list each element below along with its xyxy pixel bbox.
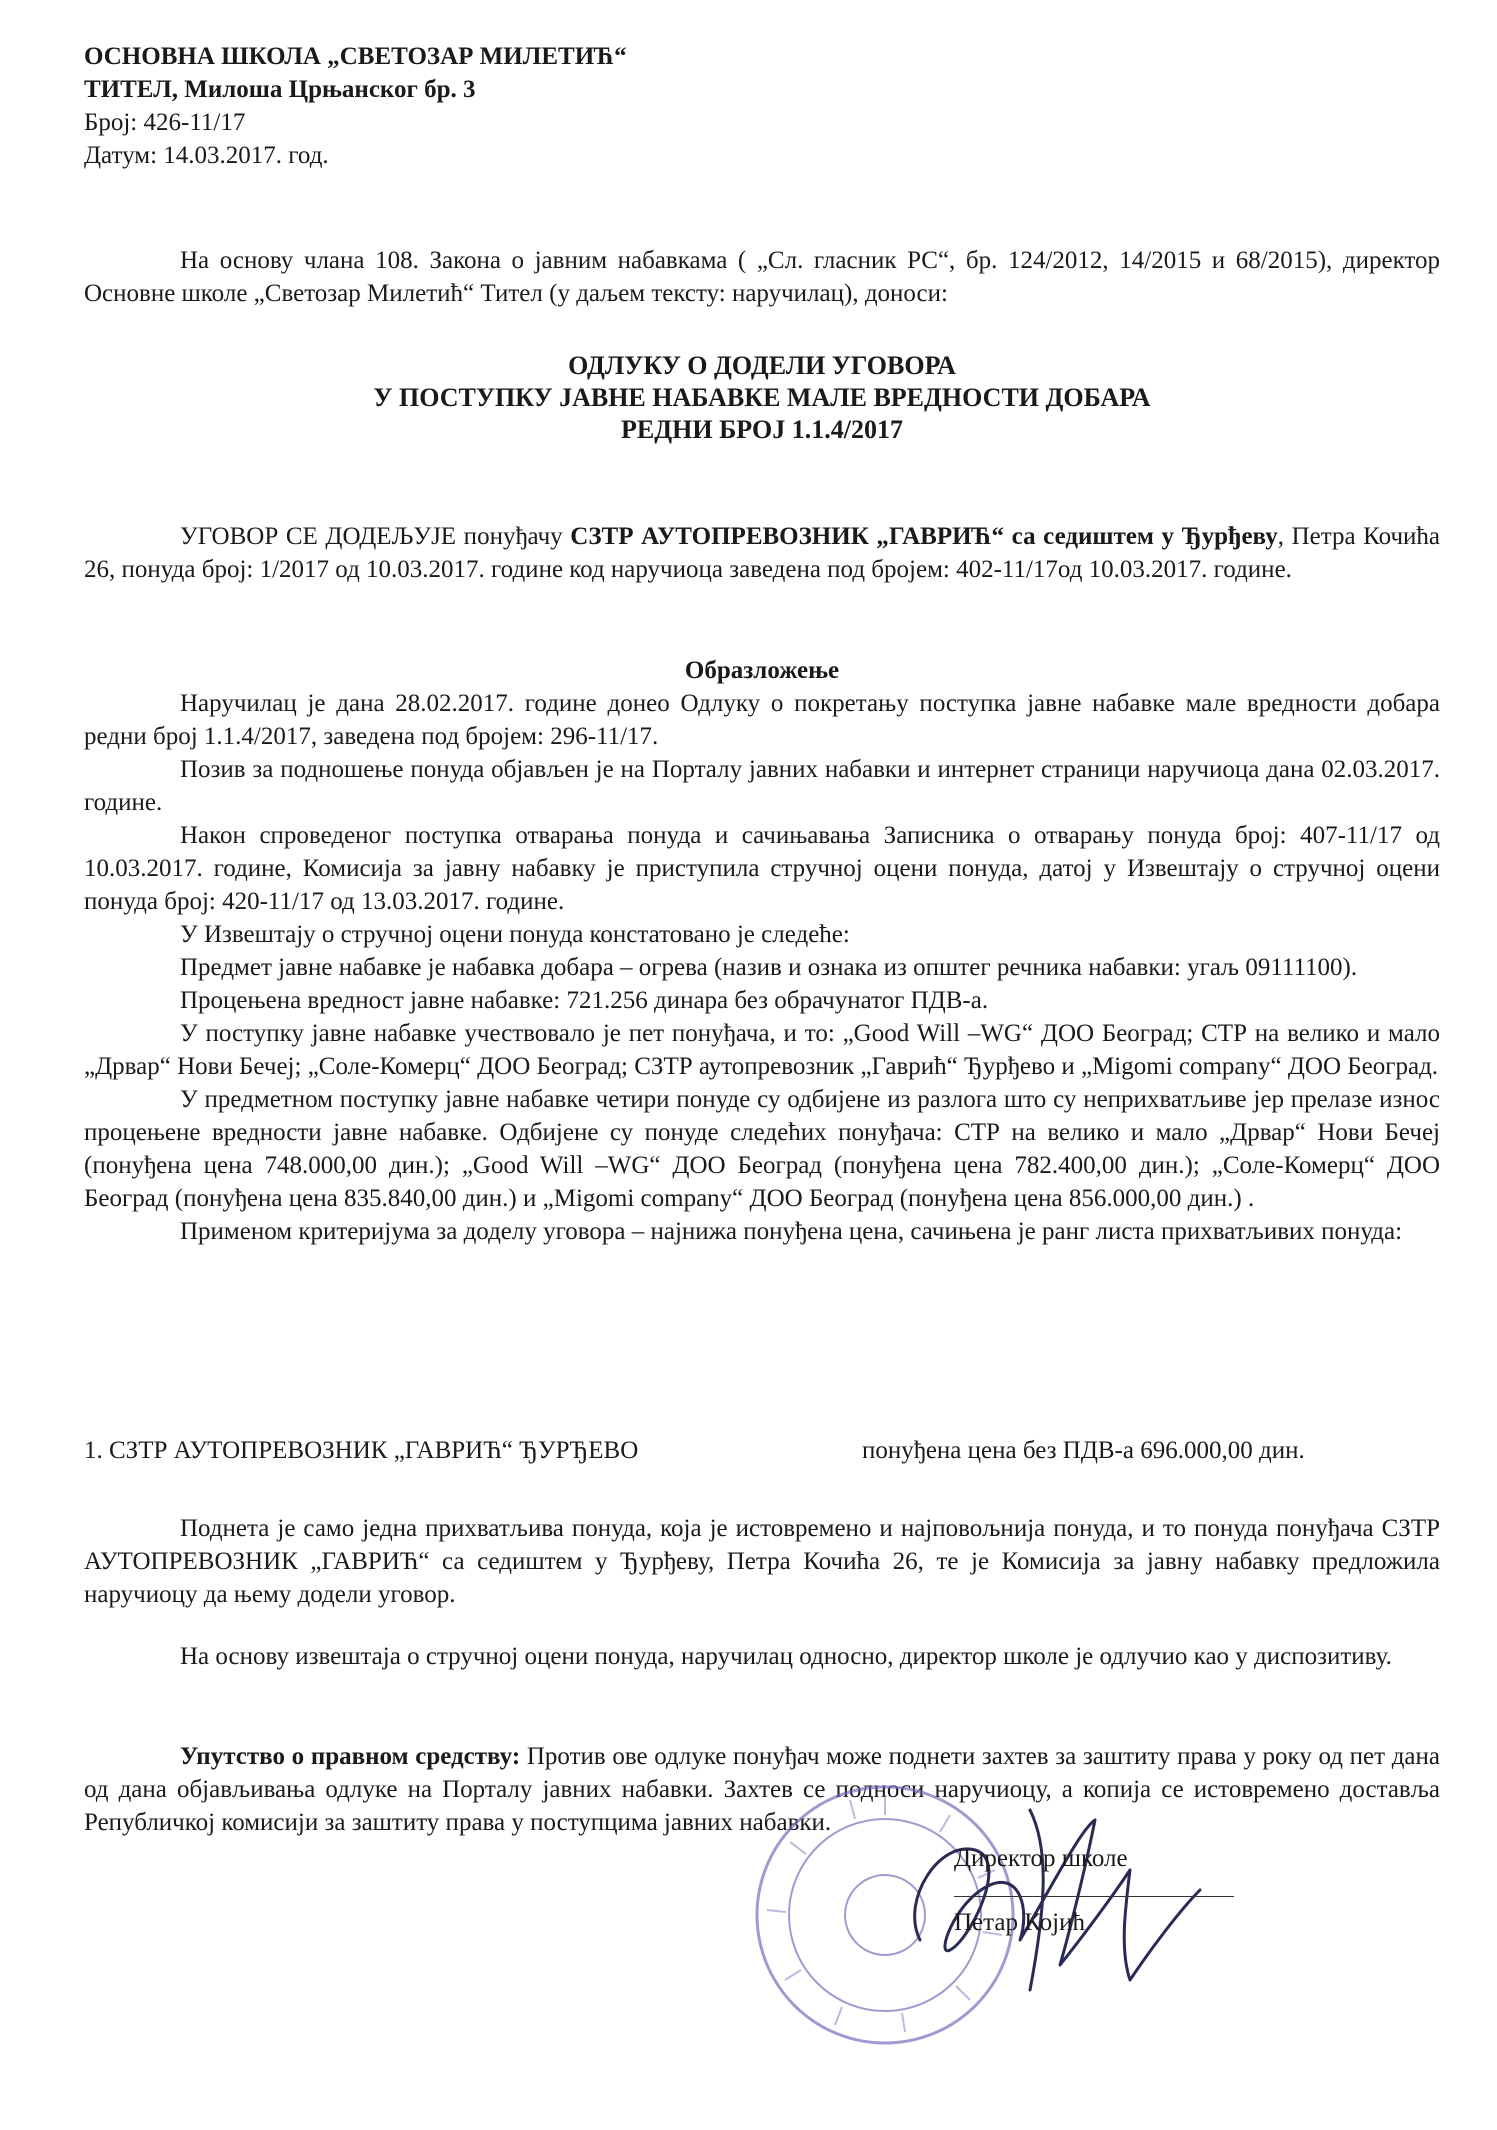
document-number: Број: 426-11/17 [84, 109, 246, 136]
decision-text [84, 520, 1440, 586]
reasoning-heading: Образложење [684, 657, 840, 684]
reasoning-paragraph: Процењена вредност јавне набавке: 721.256 динара без обрачунатог ПДВ-а. [180, 987, 989, 1014]
reasoning-paragraph: У поступку јавне набавке учествовало је пет понуђача, и то: „Good Will –WG“ ДОО Београд; СТР на велико и мало „Дрвар“ Нови Бечеј; „Соле-Комерц“ ДОО Београд; СЗТР аутопревозник „Гаврић“ Ђурђево и „Migomi company“ ДОО Београд. [84, 1020, 1440, 1080]
school-address: ТИТЕЛ, Милоша Црњанског бр. 3 [84, 76, 476, 103]
reasoning-paragraph: Наручилац је дана 28.02.2017. године донео Одлуку о покретању поступка јавне набавке мале вредности добара редни број 1.1.4/2017, заведена под бројем: 296-11/17. [84, 690, 1440, 750]
reasoning-section [84, 654, 1440, 1248]
decision-paragraph [84, 520, 1440, 586]
signature-line [954, 1896, 1234, 1897]
conclusion-text: Поднета је само једна прихватљива понуда, која је истовремено и најповољнија понуда, и то понуда понуђача СЗТР АУТОПРЕВОЗНИК „ГАВРИЋ“ са седиштем у Ђурђеву, Петра Кочића 26, те је Комисија за јавну набавку предложила наручиоцу да њему додели уговор. [84, 1515, 1440, 1608]
awarded-bidder: СЗТР АУТОПРЕВОЗНИК „ГАВРИЋ“ са седиштем у Ђурђеву [570, 523, 1278, 550]
reasoning-paragraph: У Извештају о стручној оцени понуда констатовано је следеће: [180, 921, 850, 948]
title-line-3: РЕДНИ БРОЈ 1.1.4/2017 [621, 415, 903, 444]
reasoning-paragraph: Предмет јавне набавке је набавка добара – огрева (назив и ознака из општег речника набавки: угаљ 09111100). [180, 954, 1358, 981]
reasoning-paragraph: Применом критеријума за доделу уговора – најнижа понуђена цена, сачињена је ранг листа прихватљивих понуда: [180, 1218, 1403, 1245]
ranked-bidder: 1. СЗТР АУТОПРЕВОЗНИК „ГАВРИЋ“ ЂУРЂЕВО [84, 1437, 639, 1464]
decision-title [84, 350, 1440, 446]
ranking-list-item [84, 1434, 1440, 1468]
intro-paragraph [84, 244, 1440, 310]
signatory-name: Петар Којић [954, 1909, 1085, 1936]
reasoning-paragraph: Позив за подношење понуда објављен је на Порталу јавних набавки и интернет страници наручиоца дана 02.03.2017. године. [84, 756, 1440, 816]
reasoning-paragraph: Након спроведеног поступка отварања понуда и сачињавања Записника о отварању понуда број: 407-11/17 од 10.03.2017. године, Комисија за јавну набавку је приступила стручној оцени понуда, датој у Извештају о стручној оцени понуда број: 420-11/17 од 13.03.2017. године. [84, 822, 1440, 915]
document-header [84, 40, 627, 172]
school-name: ОСНОВНА ШКОЛА „СВЕТОЗАР МИЛЕТИЋ“ [84, 43, 627, 70]
director-signature [880, 1790, 1210, 2000]
conclusion-text: На основу извештаја о стручној оцени понуда, наручилац односно, директор школе је одлучио као у диспозитиву. [180, 1643, 1392, 1670]
legal-remedy-label: Упутство о правном средству: [180, 1743, 521, 1770]
ranked-price: понуђена цена без ПДВ-а 696.000,00 дин. [862, 1437, 1305, 1464]
decision-part-2: , Петра Кочића 26, понуда број: 1/2017 од 10.03.2017. године код наручиоца заведена под бројем: 402-11/17од 10.03.2017. године. [84, 523, 1440, 583]
signature-block [944, 1842, 1244, 1936]
conclusion-paragraph [84, 1640, 1440, 1673]
title-line-2: У ПОСТУПКУ ЈАВНЕ НАБАВКЕ МАЛЕ ВРЕДНОСТИ ДОБАРА [373, 383, 1151, 412]
decision-part-1: УГОВОР СЕ ДОДЕЉУЈЕ понуђачу [180, 523, 571, 550]
legal-remedy-body: Против ове одлуке понуђач може поднети захтев за заштиту права у року од пет дана од дана објављивања одлуке на Порталу јавних набавки. Захтев се подноси наручиоцу, а копија се истовремено доставља Републичкој комисији за заштиту права у поступцима јавних набавки. [84, 1743, 1440, 1836]
signatory-role: Директор школе [954, 1845, 1128, 1872]
title-line-1: ОДЛУКУ О ДОДЕЛИ УГОВОРА [568, 351, 956, 380]
reasoning-paragraph: У предметном поступку јавне набавке четири понуде су одбијене из разлога што су неприхватљиве јер прелазе износ процењене вредности јавне набавке. Одбијене су понуде следећих понуђача: СТР на велико и мало „Дрвар“ Нови Бечеј (понуђена цена 748.000,00 дин.); „Good Will –WG“ ДОО Београд (понуђена цена 782.400,00 дин.); „Соле-Комерц“ ДОО Београд (понуђена цена 835.840,00 дин.) и „Migomi company“ ДОО Београд (понуђена цена 856.000,00 дин.) . [84, 1086, 1440, 1212]
conclusion-paragraph [84, 1512, 1440, 1611]
document-date: Датум: 14.03.2017. год. [84, 142, 329, 169]
intro-text: На основу члана 108. Закона о јавним набавкама ( „Сл. гласник РС“, бр. 124/2012, 14/2015 и 68/2015), директор Основне школе „Светозар Милетић“ Тител (у даљем тексту: наручилац), доноси: [84, 247, 1440, 307]
